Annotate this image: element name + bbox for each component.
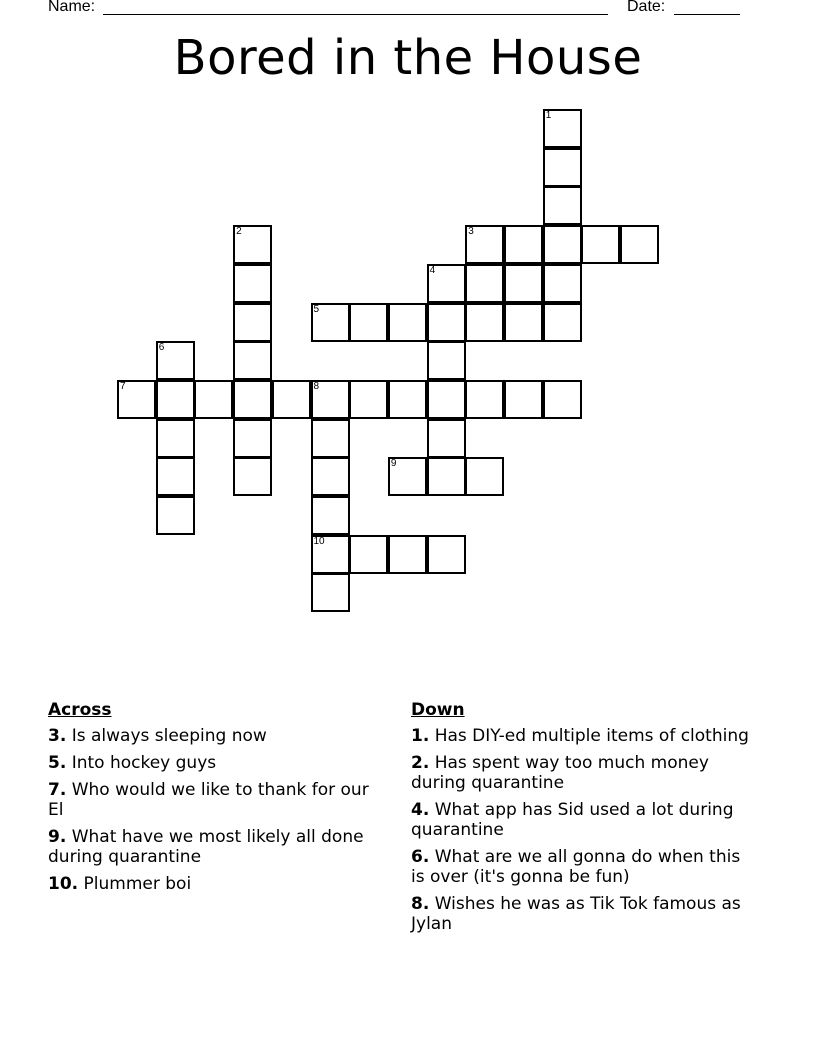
grid-cell[interactable] bbox=[543, 264, 582, 303]
cell-number: 10 bbox=[313, 535, 325, 547]
grid-cell[interactable] bbox=[311, 457, 350, 496]
clue-number: 5. bbox=[48, 753, 67, 773]
clue-text: Has spent way too much money during quarantine bbox=[411, 753, 709, 793]
grid-cell[interactable] bbox=[465, 457, 504, 496]
grid-cell[interactable] bbox=[388, 380, 427, 419]
grid-cell[interactable] bbox=[194, 380, 233, 419]
grid-cell[interactable] bbox=[581, 225, 620, 264]
down-clues bbox=[411, 700, 751, 941]
grid-cell[interactable] bbox=[465, 225, 504, 264]
cell-number: 5 bbox=[313, 303, 320, 315]
clue-text: Wishes he was as Tik Tok famous as Jylan bbox=[411, 894, 741, 934]
clue-item bbox=[48, 780, 378, 820]
grid-cell[interactable] bbox=[504, 380, 543, 419]
clue-item bbox=[411, 847, 751, 887]
clue-item bbox=[48, 753, 378, 773]
cell-number: 7 bbox=[120, 380, 126, 392]
clue-number: 4. bbox=[411, 800, 430, 820]
clue-item bbox=[48, 874, 378, 894]
grid-cell[interactable] bbox=[233, 225, 272, 264]
grid-cell[interactable] bbox=[465, 303, 504, 342]
clue-text: Who would we like to thank for our El bbox=[48, 780, 369, 820]
grid-cell[interactable] bbox=[233, 419, 272, 458]
grid-cell[interactable] bbox=[233, 341, 272, 380]
grid-cell[interactable] bbox=[311, 303, 350, 342]
clue-number: 8. bbox=[411, 894, 430, 914]
cell-number: 4 bbox=[429, 264, 436, 276]
grid-cell[interactable] bbox=[388, 535, 427, 574]
grid-cell[interactable] bbox=[156, 457, 195, 496]
grid-cell[interactable] bbox=[117, 380, 156, 419]
clue-text: Has DIY-ed multiple items of clothing bbox=[434, 726, 749, 746]
grid-cell[interactable] bbox=[543, 109, 582, 148]
down-clue-list bbox=[411, 726, 751, 934]
grid-cell[interactable] bbox=[156, 496, 195, 535]
grid-cell[interactable] bbox=[156, 380, 195, 419]
clue-number: 2. bbox=[411, 753, 430, 773]
grid-cell[interactable] bbox=[311, 496, 350, 535]
grid-cell[interactable] bbox=[620, 225, 659, 264]
clue-item bbox=[411, 800, 751, 840]
clue-text: Into hockey guys bbox=[71, 753, 217, 773]
date-label: Date: bbox=[627, 0, 666, 15]
cell-number: 8 bbox=[313, 380, 320, 392]
clue-text: What are we all gonna do when this is over (it's gonna be fun) bbox=[411, 847, 741, 887]
grid-cell[interactable] bbox=[156, 419, 195, 458]
grid-cell[interactable] bbox=[543, 148, 582, 187]
clue-item bbox=[48, 827, 378, 867]
grid-cell[interactable] bbox=[543, 303, 582, 342]
cell-number: 2 bbox=[236, 226, 242, 238]
grid-cell[interactable] bbox=[427, 535, 466, 574]
clue-item bbox=[411, 753, 751, 793]
grid-cell[interactable] bbox=[543, 380, 582, 419]
grid-cell[interactable] bbox=[465, 264, 504, 303]
clue-number: 7. bbox=[48, 780, 67, 800]
grid-cell[interactable] bbox=[233, 380, 272, 419]
grid-cell[interactable] bbox=[427, 419, 466, 458]
puzzle-title: Bored in the House bbox=[173, 30, 643, 86]
across-clues bbox=[48, 700, 378, 901]
grid-cell[interactable] bbox=[543, 186, 582, 225]
clue-item bbox=[411, 726, 751, 746]
clue-text: Plummer boi bbox=[83, 874, 192, 894]
grid-cell[interactable] bbox=[427, 380, 466, 419]
grid-cell[interactable] bbox=[311, 535, 350, 574]
clue-item bbox=[411, 894, 751, 934]
clue-text: Is always sleeping now bbox=[71, 726, 267, 746]
grid-cell[interactable] bbox=[427, 457, 466, 496]
clue-item bbox=[48, 726, 378, 746]
cell-number: 3 bbox=[468, 226, 474, 238]
grid-cell[interactable] bbox=[349, 380, 388, 419]
grid-cell[interactable] bbox=[272, 380, 311, 419]
cell-number: 1 bbox=[545, 110, 552, 121]
grid-cell[interactable] bbox=[388, 303, 427, 342]
cell-number: 6 bbox=[158, 342, 165, 354]
grid-cell[interactable] bbox=[233, 457, 272, 496]
clue-number: 1. bbox=[411, 726, 430, 746]
grid-cell[interactable] bbox=[349, 535, 388, 574]
clue-text: What have we most likely all done during quarantine bbox=[48, 827, 364, 867]
grid-cell[interactable] bbox=[427, 303, 466, 342]
clue-text: What app has Sid used a lot during quarantine bbox=[411, 800, 734, 840]
clue-number: 3. bbox=[48, 726, 67, 746]
down-heading: Down bbox=[411, 700, 465, 720]
across-heading: Across bbox=[48, 700, 112, 720]
grid-cell[interactable] bbox=[311, 419, 350, 458]
grid-cell[interactable] bbox=[543, 225, 582, 264]
grid-cell[interactable] bbox=[233, 303, 272, 342]
grid-cell[interactable] bbox=[427, 341, 466, 380]
grid-cell[interactable] bbox=[349, 303, 388, 342]
grid-cell[interactable] bbox=[504, 225, 543, 264]
grid-cell[interactable] bbox=[388, 457, 427, 496]
grid-cell[interactable] bbox=[427, 264, 466, 303]
name-label: Name: bbox=[48, 0, 96, 15]
grid-cell[interactable] bbox=[465, 380, 504, 419]
grid-cell[interactable] bbox=[233, 264, 272, 303]
clue-number: 10. bbox=[48, 874, 79, 894]
grid-cell[interactable] bbox=[156, 341, 195, 380]
clue-number: 6. bbox=[411, 847, 430, 867]
grid-cell[interactable] bbox=[504, 303, 543, 342]
across-clue-list bbox=[48, 726, 378, 894]
grid-cell[interactable] bbox=[311, 380, 350, 419]
cell-number: 9 bbox=[390, 458, 397, 470]
grid-cell[interactable] bbox=[311, 573, 350, 612]
clue-number: 9. bbox=[48, 827, 67, 847]
grid-cell[interactable] bbox=[504, 264, 543, 303]
